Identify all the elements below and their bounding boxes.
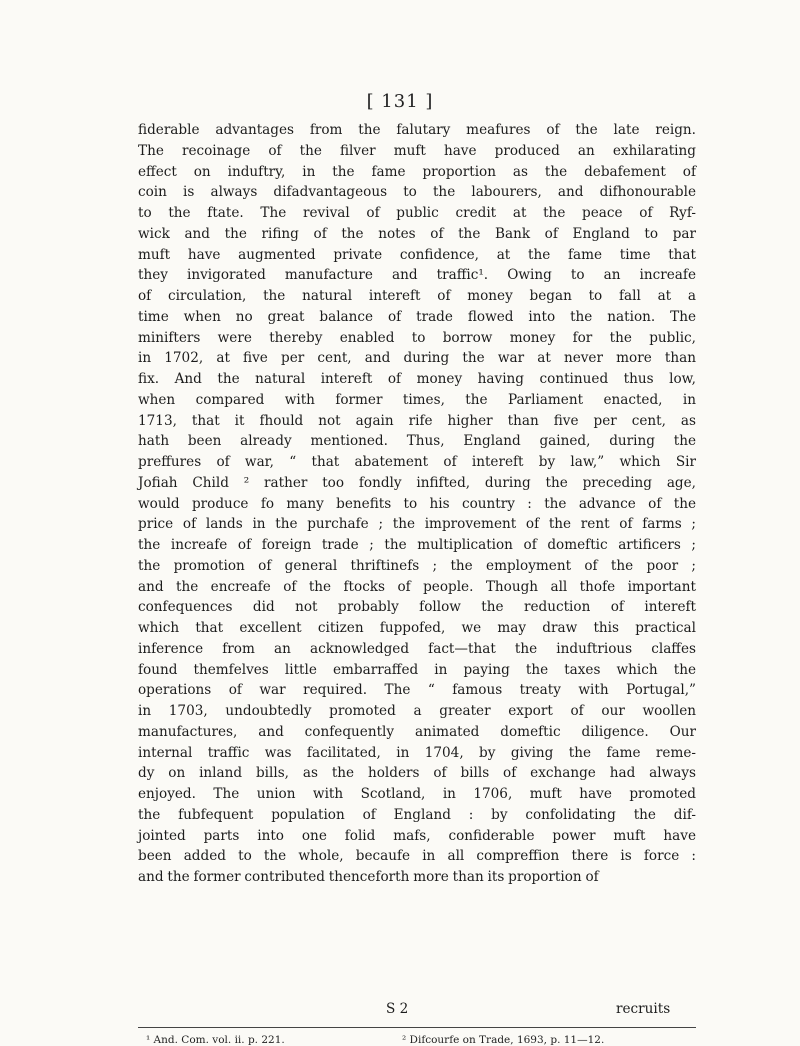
catchword: recruits [616, 1001, 671, 1017]
text-line: found themfelves little embarraffed in paying the taxes which the [138, 661, 696, 678]
text-line: the fubfequent population of England : by confolidating the dif- [138, 806, 696, 823]
text-line: effect on induftry, in the fame proportion as the debafement of [138, 163, 696, 180]
text-line: which that excellent citizen fuppofed, we may draw this practical [138, 620, 696, 636]
footnote-rule [138, 1027, 696, 1028]
text-line: would produce fo many benefits to his country : the advance of the [138, 495, 696, 512]
text-line: operations of war required. The “ famous treaty with Portugal,” [138, 682, 696, 699]
footnote-1: ¹ And. Com. vol. ii. p. 221. [146, 1034, 285, 1046]
text-line: manufactures, and confequently animated domeftic diligence. Our [138, 723, 696, 740]
text-line: been added to the whole, becaufe in all compreffion there is force : [138, 848, 696, 865]
text-line: Jofiah Child ² rather too fondly infifted, during the preceding age, [138, 474, 696, 491]
text-line: 1713, that it fhould not again rife higher than five per cent, as [138, 412, 696, 429]
text-line: The recoinage of the filver muft have produced an exhilarating [138, 142, 696, 159]
text-line: enjoyed. The union with Scotland, in 1706, muft have promoted [138, 786, 696, 802]
footnote-2: ² Difcourfe on Trade, 1693, p. 11—12. [402, 1034, 605, 1046]
text-line: dy on inland bills, as the holders of bills of exchange had always [138, 765, 696, 782]
text-line: hath been already mentioned. Thus, England gained, during the [138, 433, 696, 450]
text-line: when compared with former times, the Parliament enacted, in [138, 391, 696, 408]
text-line: in 1702, at five per cent, and during the war at never more than [138, 350, 696, 367]
text-line: they invigorated manufacture and traffic¹. Owing to an increafe [138, 267, 696, 284]
text-line: internal traffic was facilitated, in 1704, by giving the fame reme- [138, 744, 696, 761]
text-line: jointed parts into one folid mafs, confiderable power muft have [138, 827, 696, 844]
text-line: the increafe of foreign trade ; the multiplication of domeftic artificers ; [138, 537, 696, 553]
text-line: fiderable advantages from the falutary meafures of the late reign. [138, 122, 696, 138]
text-line: minifters were thereby enabled to borrow money for the public, [138, 329, 696, 346]
text-line: inference from an acknowledged fact—that the induftrious claffes [138, 640, 696, 657]
text-line: fix. And the natural intereft of money having continued thus low, [138, 371, 696, 387]
text-line: wick and the rifing of the notes of the Bank of England to par [138, 225, 696, 242]
text-line: time when no great balance of trade flowed into the nation. The [138, 308, 696, 325]
page-number: [ 131 ] [366, 91, 434, 112]
text-line: coin is always difadvantageous to the labourers, and difhonourable [138, 184, 696, 201]
signature-mark: S 2 [386, 1001, 409, 1017]
text-line: the promotion of general thriftinefs ; the employment of the poor ; [138, 557, 696, 574]
text-line: in 1703, undoubtedly promoted a greater export of our woollen [138, 703, 696, 719]
text-line: confequences did not probably follow the reduction of intereft [138, 599, 696, 616]
text-line: muft have augmented private confidence, at the fame time that [138, 246, 696, 263]
text-line: to the ftate. The revival of public credit at the peace of Ryf- [138, 205, 696, 221]
main-text [138, 120, 696, 888]
text-line: and the former contributed thenceforth more than its proportion of [138, 869, 599, 885]
text-line: of circulation, the natural intereft of money began to fall at a [138, 288, 696, 304]
text-line: and the encreafe of the ftocks of people. Though all thofe important [138, 578, 696, 595]
text-line: preffures of war, “ that abatement of intereft by law,” which Sir [138, 454, 696, 470]
text-line: price of lands in the purchafe ; the improvement of the rent of farms ; [138, 516, 696, 533]
